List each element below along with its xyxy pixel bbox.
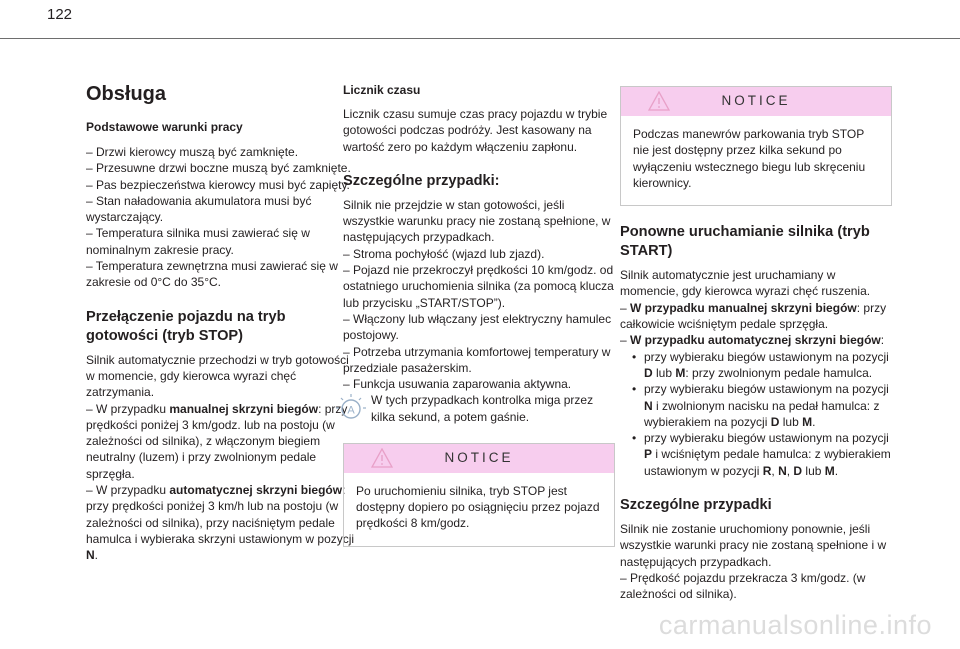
watermark: carmanualsonline.info <box>658 610 932 640</box>
counter-heading: Licznik czasu <box>343 83 421 97</box>
conditions-list <box>86 144 358 291</box>
special-cases-intro: Silnik nie przejdzie w stan gotowości, jeśli wszystkie warunku pracy nie zostaną spełnione, w następujących przypadkach. <box>343 197 611 245</box>
warning-triangle-icon <box>371 448 393 472</box>
list-item: • przy wybieraku biegów ustawionym na pozycji N i zwolnionym nacisku na pedał hamulca: z wybierakiem na pozycji D lub M. <box>632 382 889 429</box>
restart-manual-item: – W przypadku manualnej skrzyni biegów: przy całkowicie wciśniętym pedale sprzęgła. <box>620 300 887 332</box>
special-cases-heading: Szczególne przypadki <box>620 497 772 514</box>
list-item: – Pojazd nie przekroczył prędkości 10 km/godz. od ostatniego uruchomienia silnika (za pomocą klucza lub przycisku „START/STOP”). <box>343 263 614 310</box>
notice-header <box>344 444 614 473</box>
special-cases-heading: Szczególne przypadki: <box>343 172 500 189</box>
list-item: • przy wybieraku biegów ustawionym na pozycji D lub M: przy zwolnionym pedale hamulca. <box>632 349 889 380</box>
page-number: 122 <box>47 6 73 23</box>
list-item: – Funkcja usuwania zaparowania aktywna. <box>343 377 572 392</box>
list-item: – Pas bezpieczeństwa kierowcy musi być zapięty. <box>86 177 350 192</box>
stop-mode-heading: Przełączenie pojazdu na tryb gotowości (tryb STOP) <box>86 308 286 344</box>
indicator-note <box>343 392 615 428</box>
list-item: – Temperatura zewnętrzna musi zawierać się w zakresie od 0°C do 35°C. <box>86 259 338 290</box>
special-cases-text: Silnik nie zostanie uruchomiony ponownie, jeśli wszystkie warunki pracy nie zostaną spełnione i w następujących przypadkach. <box>620 522 887 569</box>
notice-title: NOTICE <box>721 93 791 109</box>
stop-mode-intro: Silnik automatycznie przechodzi w tryb gotowości w momencie, gdy kierowca wyrazi chęć zatrzymania. <box>86 352 349 400</box>
notice-box <box>343 443 615 547</box>
list-item: – Drzwi kierowcy muszą być zamknięte. <box>86 145 299 159</box>
header-divider <box>0 38 960 39</box>
restart-auto-item: – W przypadku automatycznej skrzyni biegów: <box>620 333 885 348</box>
notice-title: NOTICE <box>444 450 514 466</box>
list-item: – Przesuwne drzwi boczne muszą być zamknięte. <box>86 161 351 176</box>
list-item: – Potrzeba utrzymania komfortowej temperatury w przedziale pasażerskim. <box>343 344 611 375</box>
restart-intro: Silnik automatycznie jest uruchamiany w momencie, gdy kierowca wyrazi chęć ruszenia. <box>620 268 871 299</box>
conditions-heading: Podstawowe warunki pracy <box>86 120 243 134</box>
page-title: Obsługa <box>86 83 167 105</box>
svg-text:A: A <box>347 404 355 417</box>
stop-manual-item: – W przypadku manualnej skrzyni biegów: przy prędkości poniżej 3 km/godz. lub na postoju (w zależności od silnika), z włączonym biegiem neutralny (luzem) i przy zwolnionym pedale sprzęgła. <box>86 401 348 481</box>
counter-text: Licznik czasu sumuje czas pracy pojazdu w trybie gotowości podczas podróży. Jest kasowany na wartość zero po każdym włączeniu zapłonu. <box>343 107 608 154</box>
list-item: – Włączony lub włączany jest elektryczny hamulec postojowy. <box>343 311 612 343</box>
column-right <box>620 86 892 603</box>
list-item: • przy wybieraku biegów ustawionym na pozycji P i wciśniętym pedale hamulca: z wybierakiem ustawionym w pozycji R, N, D lub M. <box>632 431 891 478</box>
notice-header <box>621 87 891 116</box>
list-item: – Temperatura silnika musi zawierać się w nominalnym zakresie pracy. <box>86 226 310 257</box>
notice-box <box>620 86 892 206</box>
stop-start-indicator-icon <box>333 392 371 428</box>
list-item: – Prędkość pojazdu przekracza 3 km/godz. (w zależności od silnika). <box>620 570 866 602</box>
column-left <box>86 82 358 564</box>
warning-triangle-icon <box>648 91 670 115</box>
notice-text: Po uruchomieniu silnika, tryb STOP jest dostępny dopiero po osiągnięciu przez pojazd prędkości 8 km/godz. <box>356 483 600 531</box>
list-item: – Stan naładowania akumulatora musi być wystarczający. <box>86 193 312 225</box>
stop-auto-item: – W przypadku automatycznej skrzyni biegów: przy prędkości poniżej 3 km/h lub na postoju (w zależności od silnika), przy naciśniętym pedale hamulca i wybieraka skrzyni ustawionym w pozycji N. <box>86 483 355 563</box>
column-middle <box>343 82 615 547</box>
restart-heading: Ponowne uruchamianie silnika (tryb START) <box>620 224 870 260</box>
list-item: – Stroma pochyłość (wjazd lub zjazd). <box>343 246 545 261</box>
notice-text: Podczas manewrów parkowania tryb STOP nie jest dostępny przez kilka sekund po wyłączeniu wstecznego biegu lub skręceniu kierownicy. <box>633 127 866 190</box>
indicator-note-text: W tych przypadkach kontrolka miga przez kilka sekund, a potem gaśnie. <box>371 393 594 424</box>
